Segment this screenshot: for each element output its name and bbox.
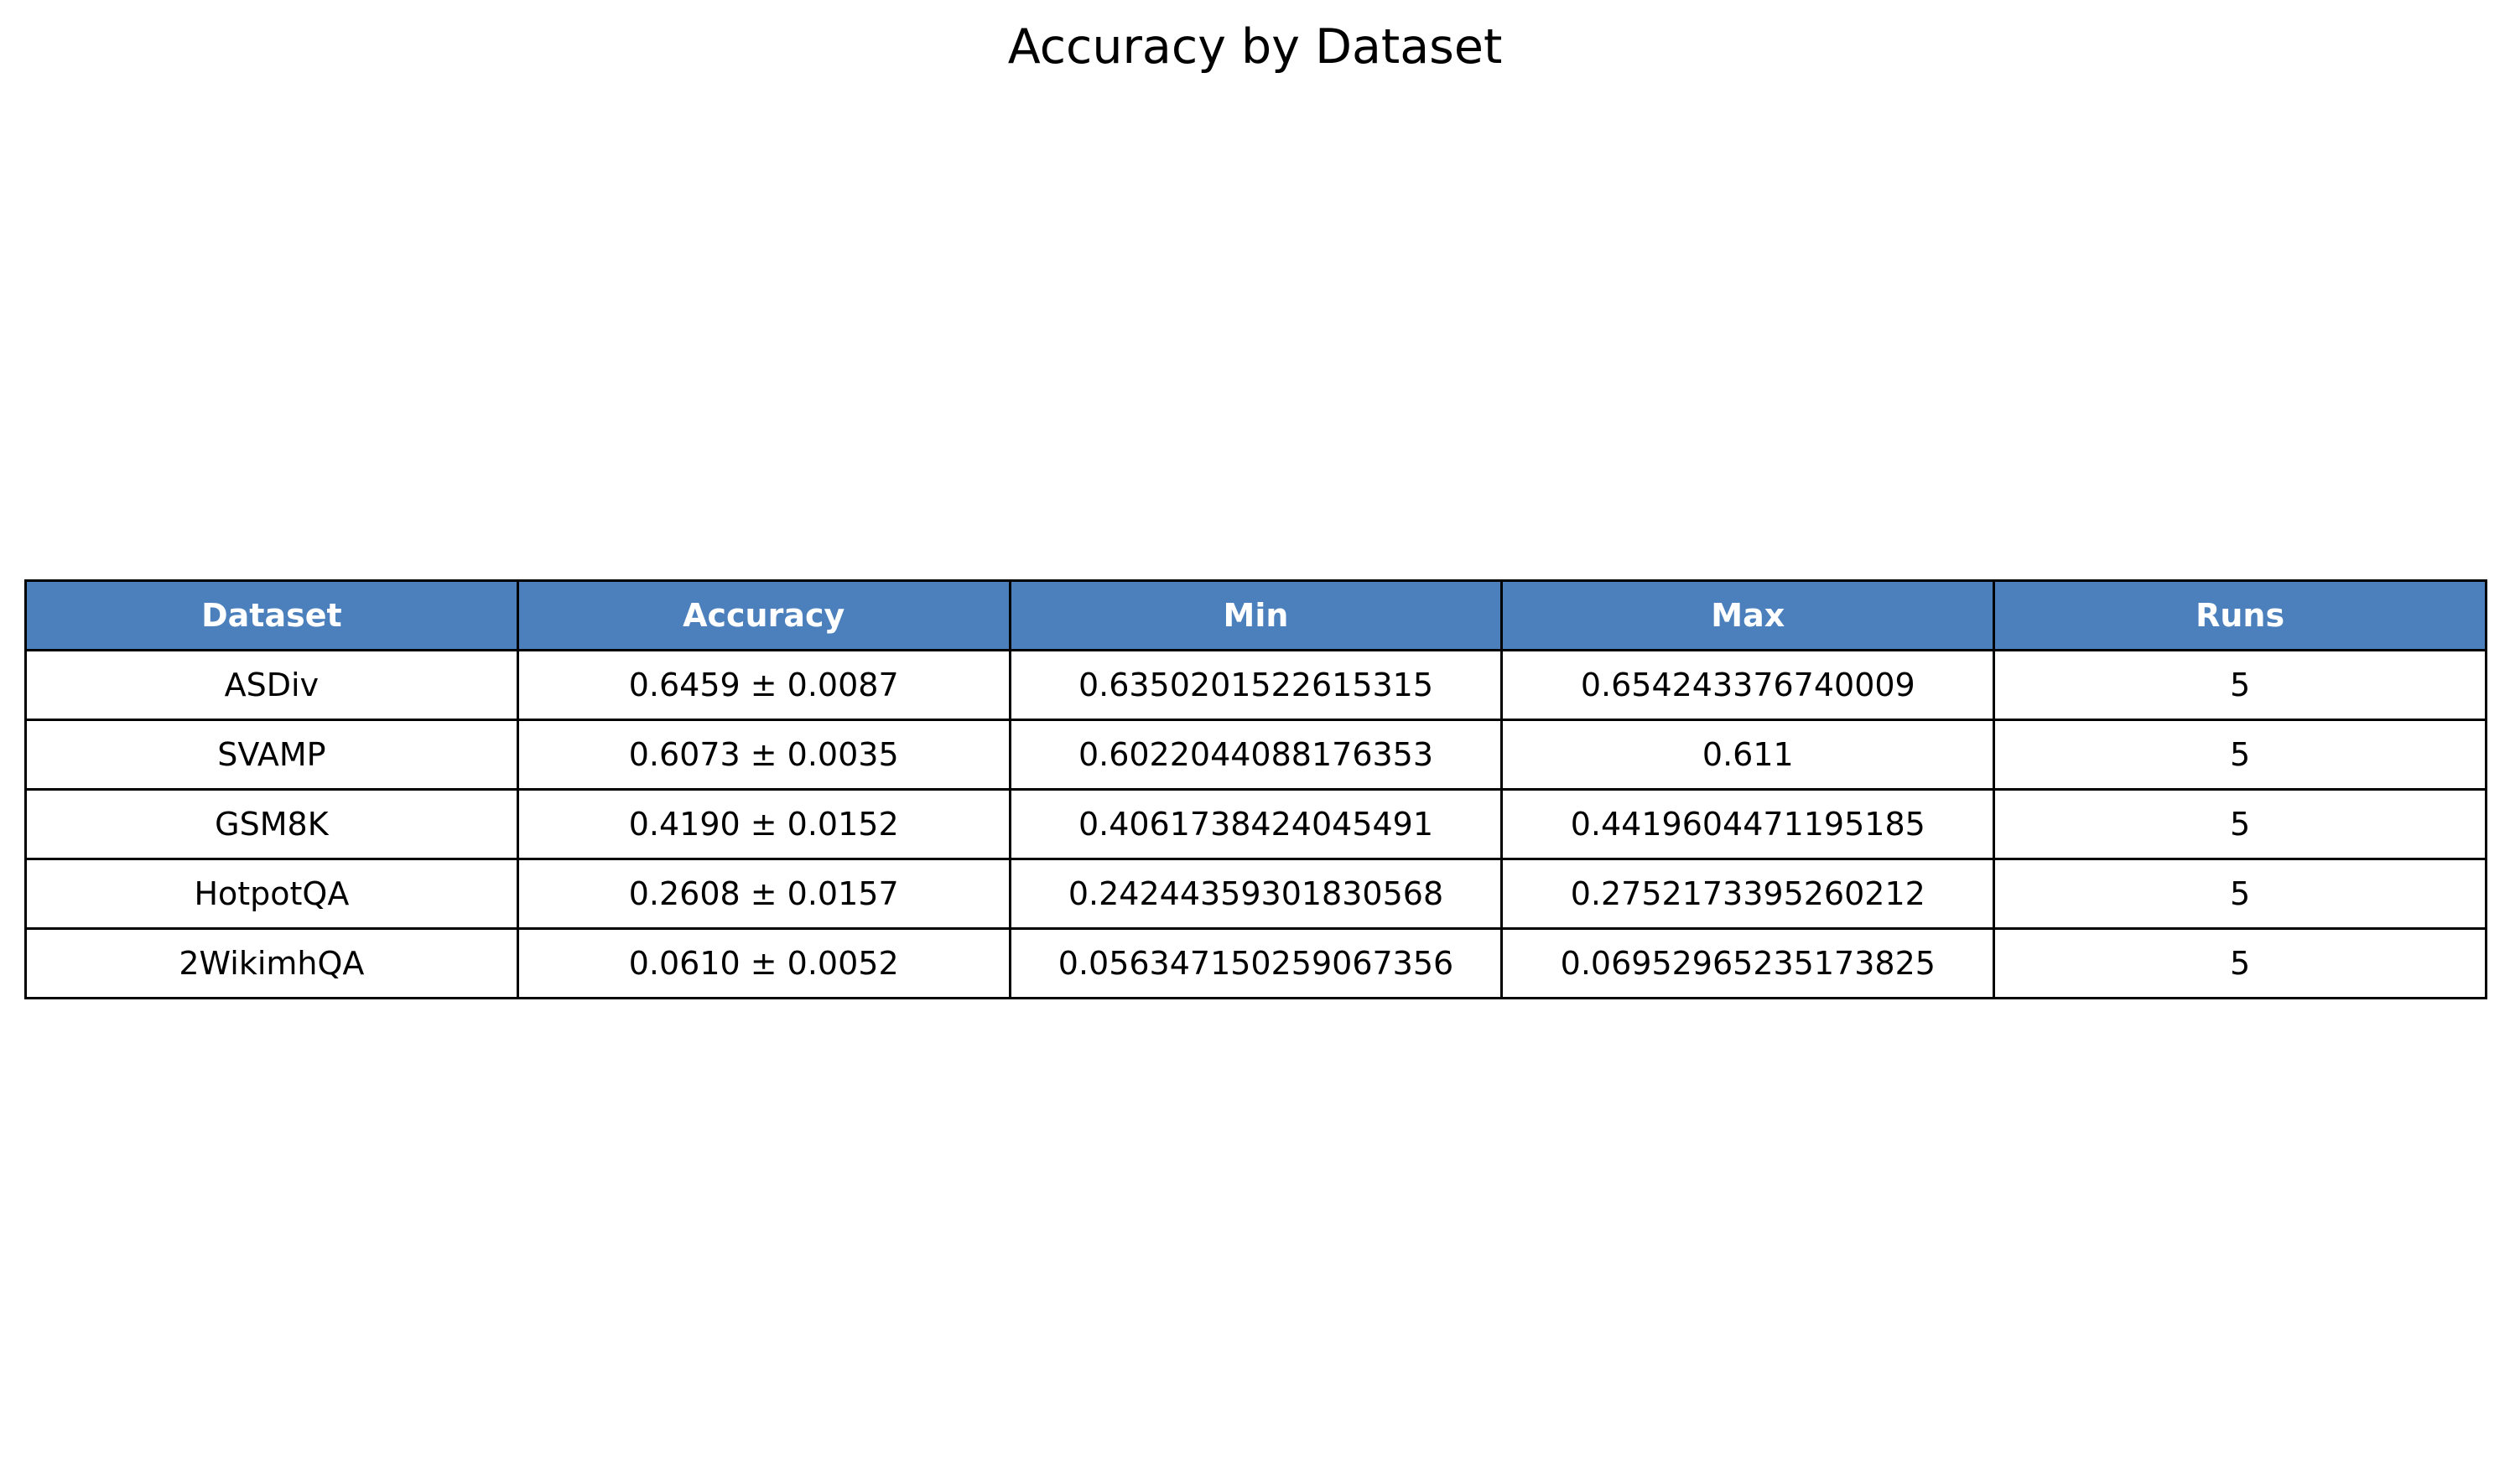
table-row	[26, 859, 2487, 929]
cell-accuracy: 0.0610 ± 0.0052	[517, 929, 1010, 999]
cell-min: 0.6022044088176353	[1010, 720, 1502, 790]
cell-max: 0.611	[1502, 720, 1994, 790]
table-row	[26, 790, 2487, 859]
column-header-accuracy: Accuracy	[517, 581, 1010, 651]
table-header-row	[26, 581, 2487, 651]
column-header-min: Min	[1010, 581, 1502, 651]
cell-runs: 5	[1994, 651, 2487, 720]
column-header-runs: Runs	[1994, 581, 2487, 651]
cell-max: 0.06952965235173825	[1502, 929, 1994, 999]
cell-min: 0.4061738424045491	[1010, 790, 1502, 859]
cell-dataset: HotpotQA	[26, 859, 518, 929]
table-row	[26, 720, 2487, 790]
column-header-dataset: Dataset	[26, 581, 518, 651]
cell-min: 0.056347150259067356	[1010, 929, 1502, 999]
cell-dataset: SVAMP	[26, 720, 518, 790]
cell-dataset: GSM8K	[26, 790, 518, 859]
cell-min: 0.6350201522615315	[1010, 651, 1502, 720]
cell-runs: 5	[1994, 720, 2487, 790]
chart-title: Accuracy by Dataset	[1007, 19, 1503, 75]
cell-runs: 5	[1994, 790, 2487, 859]
cell-max: 0.654243376740009	[1502, 651, 1994, 720]
data-table	[24, 579, 2487, 999]
cell-accuracy: 0.4190 ± 0.0152	[517, 790, 1010, 859]
column-header-max: Max	[1502, 581, 1994, 651]
table-row	[26, 929, 2487, 999]
cell-accuracy: 0.2608 ± 0.0157	[517, 859, 1010, 929]
cell-dataset: 2WikimhQA	[26, 929, 518, 999]
table-row	[26, 651, 2487, 720]
cell-max: 0.4419604471195185	[1502, 790, 1994, 859]
cell-runs: 5	[1994, 859, 2487, 929]
cell-max: 0.2752173395260212	[1502, 859, 1994, 929]
cell-runs: 5	[1994, 929, 2487, 999]
cell-accuracy: 0.6073 ± 0.0035	[517, 720, 1010, 790]
cell-min: 0.24244359301830568	[1010, 859, 1502, 929]
cell-dataset: ASDiv	[26, 651, 518, 720]
cell-accuracy: 0.6459 ± 0.0087	[517, 651, 1010, 720]
data-table-container	[24, 579, 2487, 999]
